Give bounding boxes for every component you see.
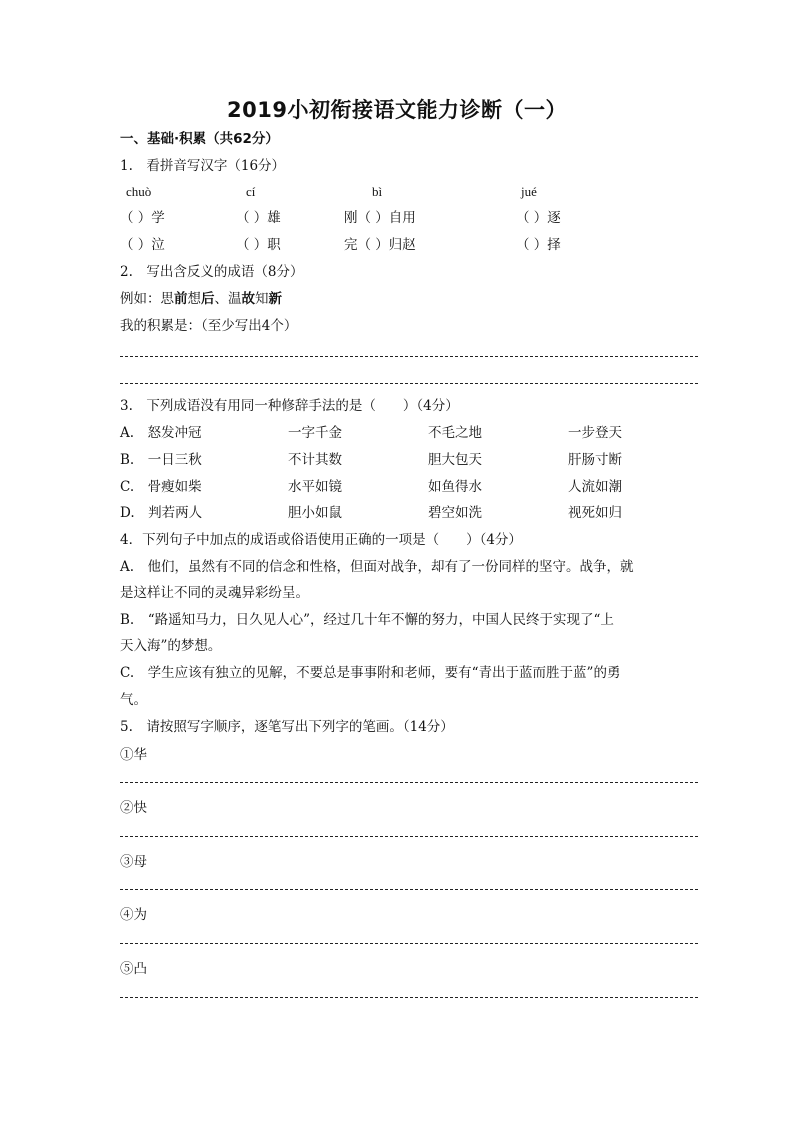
accumulation-prompt: 我的积累是：（至少写出4个） [120,318,298,334]
option-c-1: C. 骨瘦如柴 [120,479,202,495]
stroke-item-2: ②快 [120,800,147,816]
pinyin-1: chuò [126,184,152,199]
option-b-1: B. 一日三秋 [120,452,202,468]
dotted-char: 后 [201,291,215,307]
option-c-2: 水平如镜 [288,479,342,495]
blank-2-3: 完（ ）归赵 [344,237,416,253]
option-b-4: 肝肠寸断 [568,452,622,468]
answer-line [120,836,698,837]
stroke-item-3: ③母 [120,854,147,870]
pinyin-4: jué [521,184,537,199]
answer-line [120,383,698,384]
example-prefix: 例如：思 [120,291,174,307]
blank-1-2: （ ）雄 [236,210,281,226]
answer-line [120,943,698,944]
example-text: 知 [255,291,269,307]
page-title: 2019小初衔接语文能力诊断（一） [227,98,567,122]
option-c-4: 人流如潮 [568,479,622,495]
answer-line [120,356,698,357]
pinyin-2: cí [246,184,256,199]
question-1-stem: 1. 看拼音写汉字（16分） [120,158,286,174]
blank-1-4: （ ）逐 [516,210,561,226]
example-line [120,290,282,308]
option-a-line-2: 是这样让不同的灵魂异彩纷呈。 [120,585,309,601]
option-c-line-1: C. 学生应该有独立的见解，不要总是事事附和老师，要有“青出于蓝而胜于蓝”的勇 [120,665,621,681]
question-3-stem: 3. 下列成语没有用同一种修辞手法的是（ ）（4分） [120,398,459,414]
option-d-1: D. 判若两人 [120,505,203,521]
dotted-char: 前 [174,291,188,307]
stroke-item-4: ④为 [120,907,147,923]
example-text: 想 [187,291,201,307]
option-a-1: A. 怒发冲冠 [120,425,202,441]
option-b-line-1: B. “路遥知马力，日久见人心”，经过几十年不懈的努力，中国人民终于实现了“上 [120,612,614,628]
dotted-char: 新 [268,291,282,307]
answer-line [120,997,698,998]
question-2-stem: 2. 写出含反义的成语（8分） [120,264,304,280]
question-5-stem: 5. 请按照写字顺序，逐笔写出下列字的笔画。（14分） [120,719,454,735]
blank-2-4: （ ）择 [516,237,561,253]
option-a-line-1: A. 他们，虽然有不同的信念和性格，但面对战争，却有了一份同样的坚守。战争，就 [120,559,634,575]
option-a-3: 不毛之地 [428,425,482,441]
answer-line [120,889,698,890]
blank-1-1: （ ）学 [120,210,165,226]
option-b-3: 胆大包天 [428,452,482,468]
answer-line [120,782,698,783]
stroke-item-1: ①华 [120,747,147,763]
option-b-line-2: 天入海”的梦想。 [120,638,222,654]
blank-1-3: 刚（ ）自用 [344,210,416,226]
option-a-2: 一字千金 [288,425,342,441]
blank-2-1: （ ）泣 [120,237,165,253]
option-d-4: 视死如归 [568,505,622,521]
example-text: 、温 [214,291,242,307]
pinyin-3: bì [372,184,383,199]
option-b-2: 不计其数 [288,452,342,468]
option-c-line-2: 气。 [120,692,147,708]
option-a-4: 一步登天 [568,425,622,441]
option-c-3: 如鱼得水 [428,479,482,495]
option-d-3: 碧空如洗 [428,505,482,521]
blank-2-2: （ ）职 [236,237,281,253]
dotted-char: 故 [241,291,255,307]
stroke-item-5: ⑤凸 [120,961,147,977]
option-d-2: 胆小如鼠 [288,505,342,521]
question-4-stem: 4．下列句子中加点的成语或俗语使用正确的一项是（ ）（4分） [120,532,522,548]
section-heading: 一、基础·积累（共62分） [120,131,279,147]
